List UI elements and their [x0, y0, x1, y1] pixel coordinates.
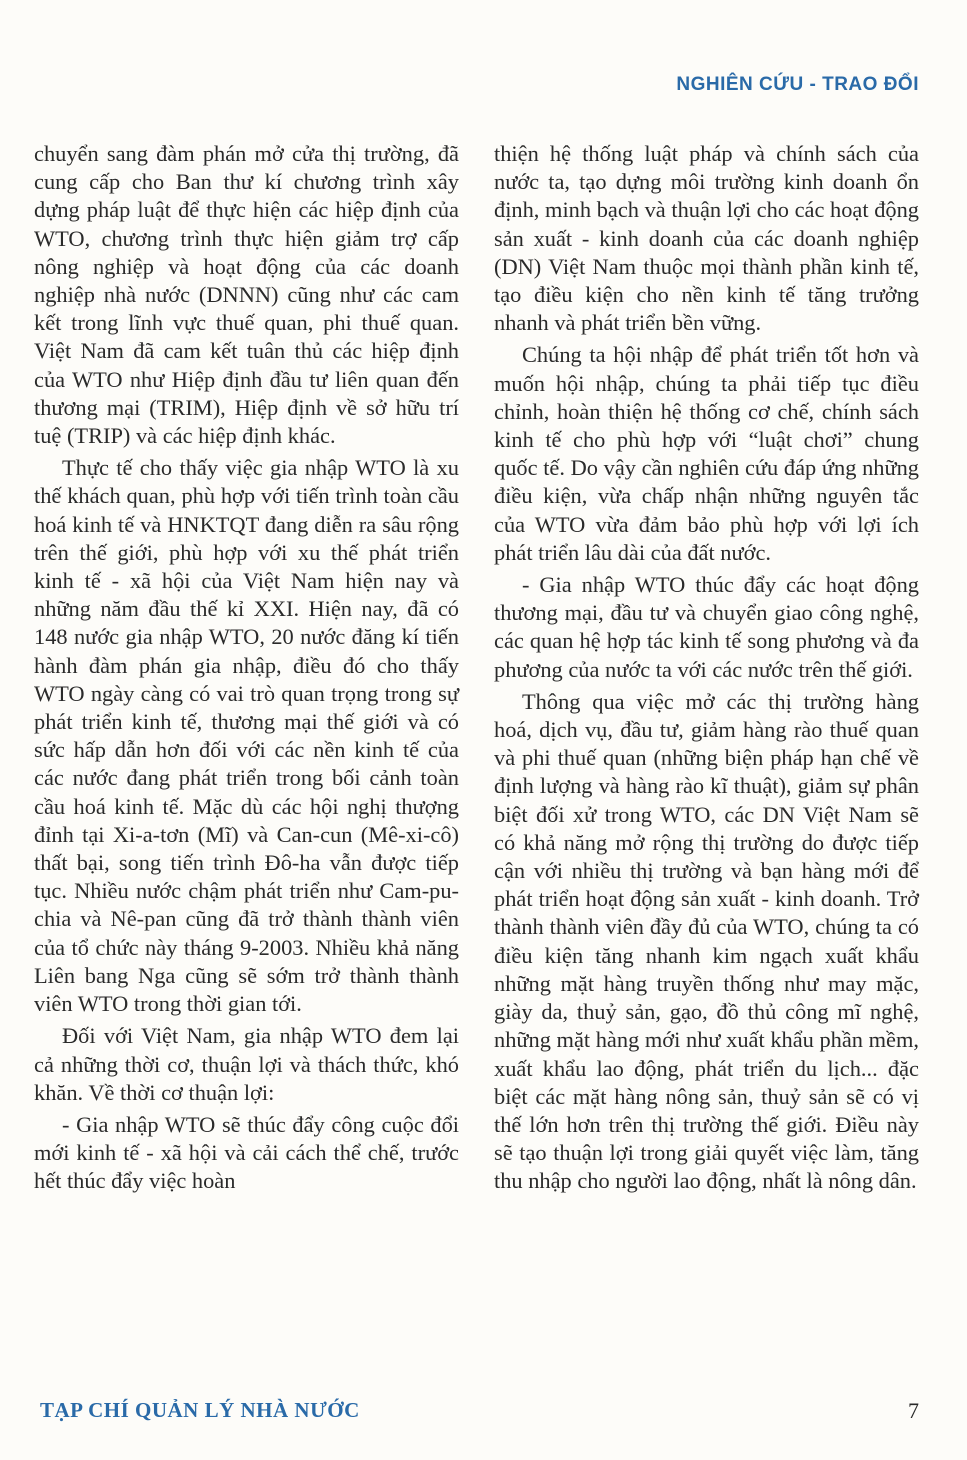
- left-column: [34, 140, 459, 1200]
- paragraph: thiện hệ thống luật pháp và chính sách của nước ta, tạo dựng môi trường kinh doanh ổn định, minh bạch và thuận lợi cho các hoạt động sản xuất - kinh doanh của các doanh nghiệp (DN) Việt Nam thuộc mọi thành phần kinh tế, tạo điều kiện cho nền kinh tế tăng trưởng nhanh và phát triển bền vững.: [494, 141, 919, 336]
- paragraph: - Gia nhập WTO thúc đẩy các hoạt động thương mại, đầu tư và chuyển giao công nghệ, các quan hệ hợp tác kinh tế song phương và đa phương của nước ta với các nước trên thế giới.: [494, 572, 919, 682]
- journal-title: TẠP CHÍ QUẢN LÝ NHÀ NƯỚC: [40, 1398, 360, 1422]
- paragraph: Đối với Việt Nam, gia nhập WTO đem lại cả những thời cơ, thuận lợi và thách thức, khó khăn. Về thời cơ thuận lợi:: [34, 1023, 459, 1105]
- right-column: [494, 140, 919, 1200]
- paragraph: Chúng ta hội nhập để phát triển tốt hơn và muốn hội nhập, chúng ta phải tiếp tục điều chỉnh, hoàn thiện hệ thống cơ chế, chính sách kinh tế cho phù hợp với “luật chơi” chung quốc tế. Do vậy cần nghiên cứu đáp ứng những điều kiện, vừa chấp nhận những nguyên tắc của WTO vừa đảm bảo phù hợp với lợi ích phát triển lâu dài của đất nước.: [494, 342, 919, 565]
- paragraph: Thực tế cho thấy việc gia nhập WTO là xu thế khách quan, phù hợp với tiến trình toàn cầu hoá kinh tế và HNKTQT đang diễn ra sâu rộng trên thế giới, phù hợp với xu thế phát triển kinh tế - xã hội của Việt Nam hiện nay và những năm đầu thế kỉ XXI. Hiện nay, đã có 148 nước gia nhập WTO, 20 nước đăng kí tiến hành đàm phán gia nhập, điều đó cho thấy WTO ngày càng có vai trò quan trọng trong sự phát triển kinh tế, thương mại thế giới và có sức hấp dẫn hơn đối với các nền kinh tế của các nước đang phát triển trong bối cảnh toàn cầu hoá kinh tế. Mặc dù các hội nghị thượng đỉnh tại Xi-a-tơn (Mĩ) và Can-cun (Mê-xi-cô) thất bại, song tiến trình Đô-ha vẫn được tiếp tục. Nhiều nước chậm phát triển như Cam-pu-chia và Nê-pan cũng đã trở thành thành viên của tổ chức này tháng 9-2003. Nhiều khả năng Liên bang Nga cũng sẽ sớm trở thành thành viên WTO trong thời gian tới.: [34, 455, 459, 1017]
- page-number: 7: [908, 1398, 919, 1423]
- section-label: NGHIÊN CỨU - TRAO ĐỔI: [676, 74, 919, 95]
- paragraph: - Gia nhập WTO sẽ thúc đẩy công cuộc đổi mới kinh tế - xã hội và cải cách thể chế, trước hết thúc đẩy việc hoàn: [34, 1111, 459, 1194]
- paragraph: chuyển sang đàm phán mở cửa thị trường, đã cung cấp cho Ban thư kí chương trình xây dựng pháp luật để thực hiện các hiệp định của WTO, chương trình thực hiện giảm trợ cấp nông nghiệp và hoạt động của các doanh nghiệp nhà nước (DNNN) cũng như các cam kết trong lĩnh vực thuế quan, phi thuế quan. Việt Nam đã cam kết tuân thủ các hiệp định của WTO như Hiệp định đầu tư liên quan đến thương mại (TRIM), Hiệp định về sở hữu trí tuệ (TRIP) và các hiệp định khác.: [34, 141, 459, 449]
- paragraph: Thông qua việc mở các thị trường hàng hoá, dịch vụ, đầu tư, giảm hàng rào thuế quan và phi thuế quan (những biện pháp hạn chế về định lượng và hàng rào kĩ thuật), giảm sự phân biệt đối xử trong WTO, các DN Việt Nam sẽ có khả năng mở rộng thị trường do được tiếp cận với nhiều thị trường và bạn hàng mới để phát triển hoạt động sản xuất - kinh doanh. Trở thành thành viên đầy đủ của WTO, chúng ta có điều kiện tăng nhanh kim ngạch xuất khẩu những mặt hàng truyền thống như may mặc, giày da, thuỷ sản, gạo, đồ thủ công mĩ nghệ, những mặt hàng mới như xuất khẩu phần mềm, xuất khẩu lao động, phát triển du lịch... đặc biệt các mặt hàng nông sản, thuỷ sản sẽ có vị thế lớn hơn trên thị trường thế giới. Điều này sẽ tạo thuận lợi trong giải quyết việc làm, tăng thu nhập cho người lao động, nhất là nông dân.: [494, 688, 919, 1194]
